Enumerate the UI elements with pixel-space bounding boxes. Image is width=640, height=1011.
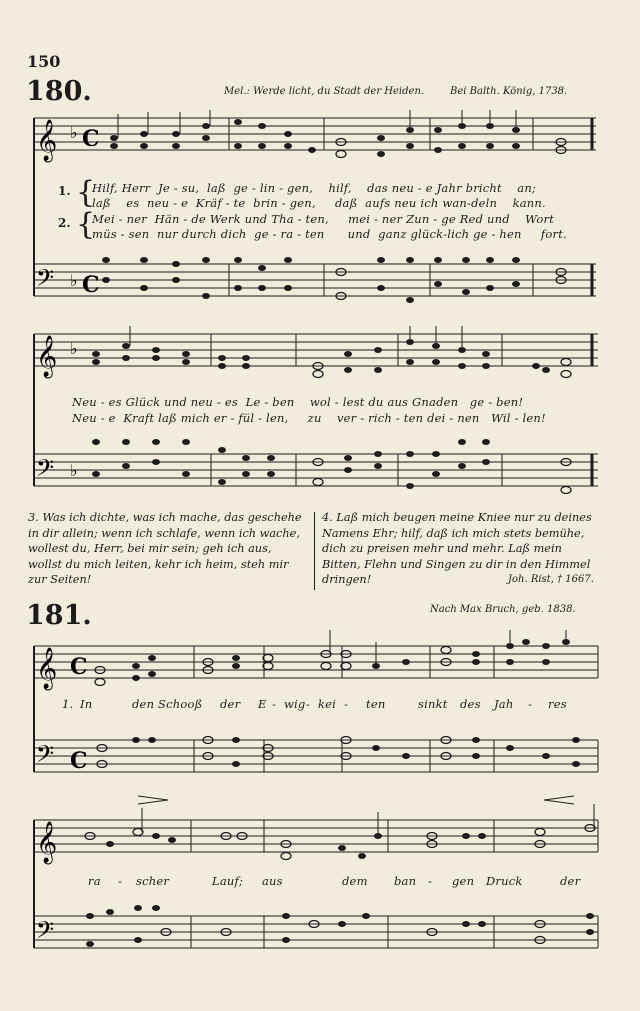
hymn-181-composer: Nach Max Bruch, geb. 1838. — [430, 604, 576, 615]
lyric-syllable: - — [344, 697, 349, 711]
lyric-syllable: Lauf; — [212, 874, 244, 888]
lyric-syllable: der — [560, 874, 581, 888]
lyric-syllable: des — [460, 697, 481, 711]
svg-text:𝄞: 𝄞 — [36, 648, 58, 689]
svg-text:𝄞: 𝄞 — [36, 822, 58, 863]
svg-text:♭: ♭ — [70, 461, 78, 480]
svg-text:C: C — [70, 748, 88, 774]
svg-text:𝄢: 𝄢 — [36, 916, 55, 949]
lyric-line: müs - sen nur durch dich ge - ra - ten und ganz glück-lich ge - hen fort. — [92, 227, 567, 241]
svg-text:C: C — [70, 654, 88, 680]
lyric-syllable: dem — [342, 874, 368, 888]
svg-text:C: C — [82, 272, 100, 298]
lyric-syllable: aus — [262, 874, 283, 888]
svg-text:♭: ♭ — [70, 339, 78, 358]
page-number: 150 — [27, 52, 61, 71]
lyric-syllable: - — [306, 697, 311, 711]
lyric-syllable: - — [118, 874, 123, 888]
svg-text:𝄢: 𝄢 — [36, 264, 55, 297]
verse-brace-2: { — [76, 207, 96, 242]
lyric-syllable: res — [548, 697, 567, 711]
lyric-syllable: ra — [88, 874, 101, 888]
verse-marker-1: 1. — [58, 184, 71, 198]
hymn-number-180: 180. — [26, 76, 92, 107]
lyric-syllable: E — [258, 697, 267, 711]
lyric-line: Mei - ner Hän - de Werk und Tha - ten, mei - ner Zun - ge Red und Wort — [92, 212, 555, 226]
lyric-line: Hilf, Herr Je - su, laß ge - lin - gen, hilf, das neu - e Jahr bricht an; — [92, 181, 536, 195]
stanza-3: 3. Was ich dichte, was ich mache, das geschehe in dir allein; wenn ich schlafe, wenn ich wache, wollest du, Herr, bei mir sein; geh ich aus, wollst du mich leiten, kehr ich heim, steh mir zur Seiten! — [28, 511, 302, 586]
lyric-syllable: Jah — [494, 697, 514, 711]
svg-text:C: C — [82, 126, 100, 152]
lyric-syllable: ban — [394, 874, 417, 888]
lyric-syllable: gen — [452, 874, 475, 888]
lyric-syllable: In — [80, 697, 93, 711]
hymn-181-system-1 — [26, 630, 606, 790]
lyric-syllable: scher — [136, 874, 170, 888]
lyric-syllable: - — [528, 697, 533, 711]
hymn-180-melody: Mel.: Werde licht, du Stadt der Heiden. — [224, 86, 425, 97]
lyric-syllable: 1. — [62, 697, 74, 711]
svg-text:♭: ♭ — [70, 271, 78, 290]
lyric-syllable: sinkt — [418, 697, 448, 711]
stanza-4: 4. Laß mich beugen meine Kniee nur zu deines Namens Ehr; hilf, daß ich mich stets bemühe, dich zu preisen mehr und mehr. Laß mein Bitten, Flehn und Singen zu dir in den Himmel dringen! — [322, 511, 592, 586]
lyric-syllable: - — [428, 874, 433, 888]
svg-text:𝄞: 𝄞 — [36, 120, 58, 161]
verse-brace-1: { — [76, 175, 96, 210]
hymn-number-181: 181. — [26, 600, 92, 631]
lyric-syllable: kei — [318, 697, 337, 711]
lyric-line: Neu - e Kraft laß mich er - fül - len, zu ver - rich - ten dei - nen Wil - len! — [72, 411, 546, 425]
hymn-180-composer: Bei Balth. König, 1738. — [450, 86, 568, 97]
svg-text:𝄢: 𝄢 — [36, 740, 55, 773]
svg-text:𝄞: 𝄞 — [36, 336, 58, 377]
lyric-line: Neu - es Glück und neu - es Le - ben wol - lest du aus Gnaden ge - ben! — [72, 395, 524, 409]
verse-marker-2: 2. — [58, 216, 71, 230]
lyric-line: laß es neu - e Kräf - te brin - gen, daß aufs neu ich wan-deln kann. — [92, 196, 546, 210]
lyric-syllable: - — [272, 697, 277, 711]
hymn-180-author: Joh. Rist, † 1667. — [508, 574, 594, 585]
svg-text:♭: ♭ — [70, 123, 78, 142]
lyric-syllable: ten — [366, 697, 386, 711]
svg-text:𝄢: 𝄢 — [36, 454, 55, 487]
lyric-syllable: den Schooß — [132, 697, 203, 711]
lyric-syllable: Druck — [486, 874, 523, 888]
lyric-syllable: wig — [284, 697, 306, 711]
hymn-180-system-1 — [26, 110, 606, 310]
lyric-syllable: der — [220, 697, 241, 711]
column-divider — [314, 512, 315, 590]
